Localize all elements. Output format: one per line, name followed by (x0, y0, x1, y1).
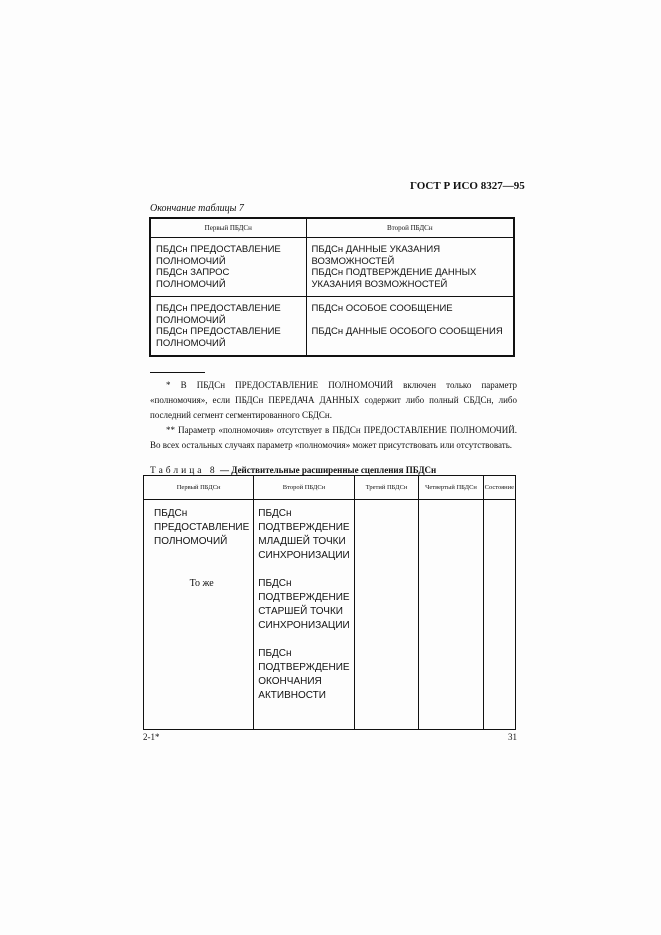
column-header: Второй ПБДСн (306, 218, 514, 238)
footnote: ** Параметр «полномочия» отсутствует в ПБДСн ПРЕДОСТАВЛЕНИЕ ПОЛНОМОЧИЙ. Во всех остальных случаях параметр «полномочия» может присутствовать или отсутствовать. (150, 425, 517, 450)
cell-text: ПБДСн ПРЕДОСТАВЛЕНИЕ ПОЛНОМОЧИЙ (156, 303, 281, 326)
footnote: * В ПБДСн ПРЕДОСТАВЛЕНИЕ ПОЛНОМОЧИЙ включен только параметр «полномочия», если ПБДСн ПЕРЕДАЧА ДАННЫХ содержит либо полный СБДСн, либо последний сегмент сегментированного СБДСн. (150, 380, 517, 420)
footnote-divider (150, 372, 205, 373)
standard-header: ГОСТ Р ИСО 8327—95 (410, 180, 525, 192)
table7-caption: Окончание таблицы 7 (150, 203, 244, 214)
cell-text: ПБДСн ОСОБОЕ СООБЩЕНИЕ (311, 303, 453, 314)
column-header: Третий ПБДСн (354, 476, 419, 500)
cell-text: ПБДСн ПОДТВЕРЖДЕНИЕ ДАННЫХ УКАЗАНИЯ ВОЗМОЖНОСТЕЙ (311, 267, 477, 290)
column-header: Состояние (483, 476, 515, 500)
table-row (150, 297, 514, 357)
caption-label: Таблица 8 (150, 466, 218, 476)
column-header: Второй ПБДСн (254, 476, 354, 500)
column-header: Первый ПБДСн (150, 218, 306, 238)
column-header: Первый ПБДСн (144, 476, 254, 500)
table-row (144, 500, 516, 730)
cell-text: ПБДСн ПРЕДОСТАВЛЕНИЕ ПОЛНОМОЧИЙ (154, 508, 250, 547)
cell-text: То же (189, 578, 214, 589)
cell-text: ПБДСн ПОДТВЕРЖДЕНИЕ МЛАДШЕЙ ТОЧКИ СИНХРОНИЗАЦИИ (258, 508, 350, 561)
table-8 (143, 475, 516, 730)
cell-text: ПБДСн ДАННЫЕ УКАЗАНИЯ ВОЗМОЖНОСТЕЙ (311, 244, 441, 267)
cell-text: ПБДСн ПРЕДОСТАВЛЕНИЕ ПОЛНОМОЧИЙ (156, 244, 281, 267)
page-number: 31 (508, 732, 517, 742)
column-header: Четвертый ПБДСн (419, 476, 483, 500)
cell-text: ПБДСн ЗАПРОС ПОЛНОМОЧИЙ (156, 267, 230, 290)
caption-title: — Действительные расширенные сцепления ПБДСн (220, 465, 437, 475)
footnotes (150, 378, 517, 453)
cell-text: ПБДСн ПОДТВЕРЖДЕНИЕ ОКОНЧАНИЯ АКТИВНОСТИ (258, 648, 350, 701)
table-7 (149, 217, 515, 357)
signature-mark: 2-1* (143, 732, 160, 742)
cell-text: ПБДСн ПОДТВЕРЖДЕНИЕ СТАРШЕЙ ТОЧКИ СИНХРОНИЗАЦИИ (258, 578, 350, 631)
cell-text: ПБДСн ПРЕДОСТАВЛЕНИЕ ПОЛНОМОЧИЙ (156, 326, 281, 349)
table-row (150, 238, 514, 297)
cell-text: ПБДСн ДАННЫЕ ОСОБОГО СООБЩЕНИЯ (311, 325, 503, 337)
